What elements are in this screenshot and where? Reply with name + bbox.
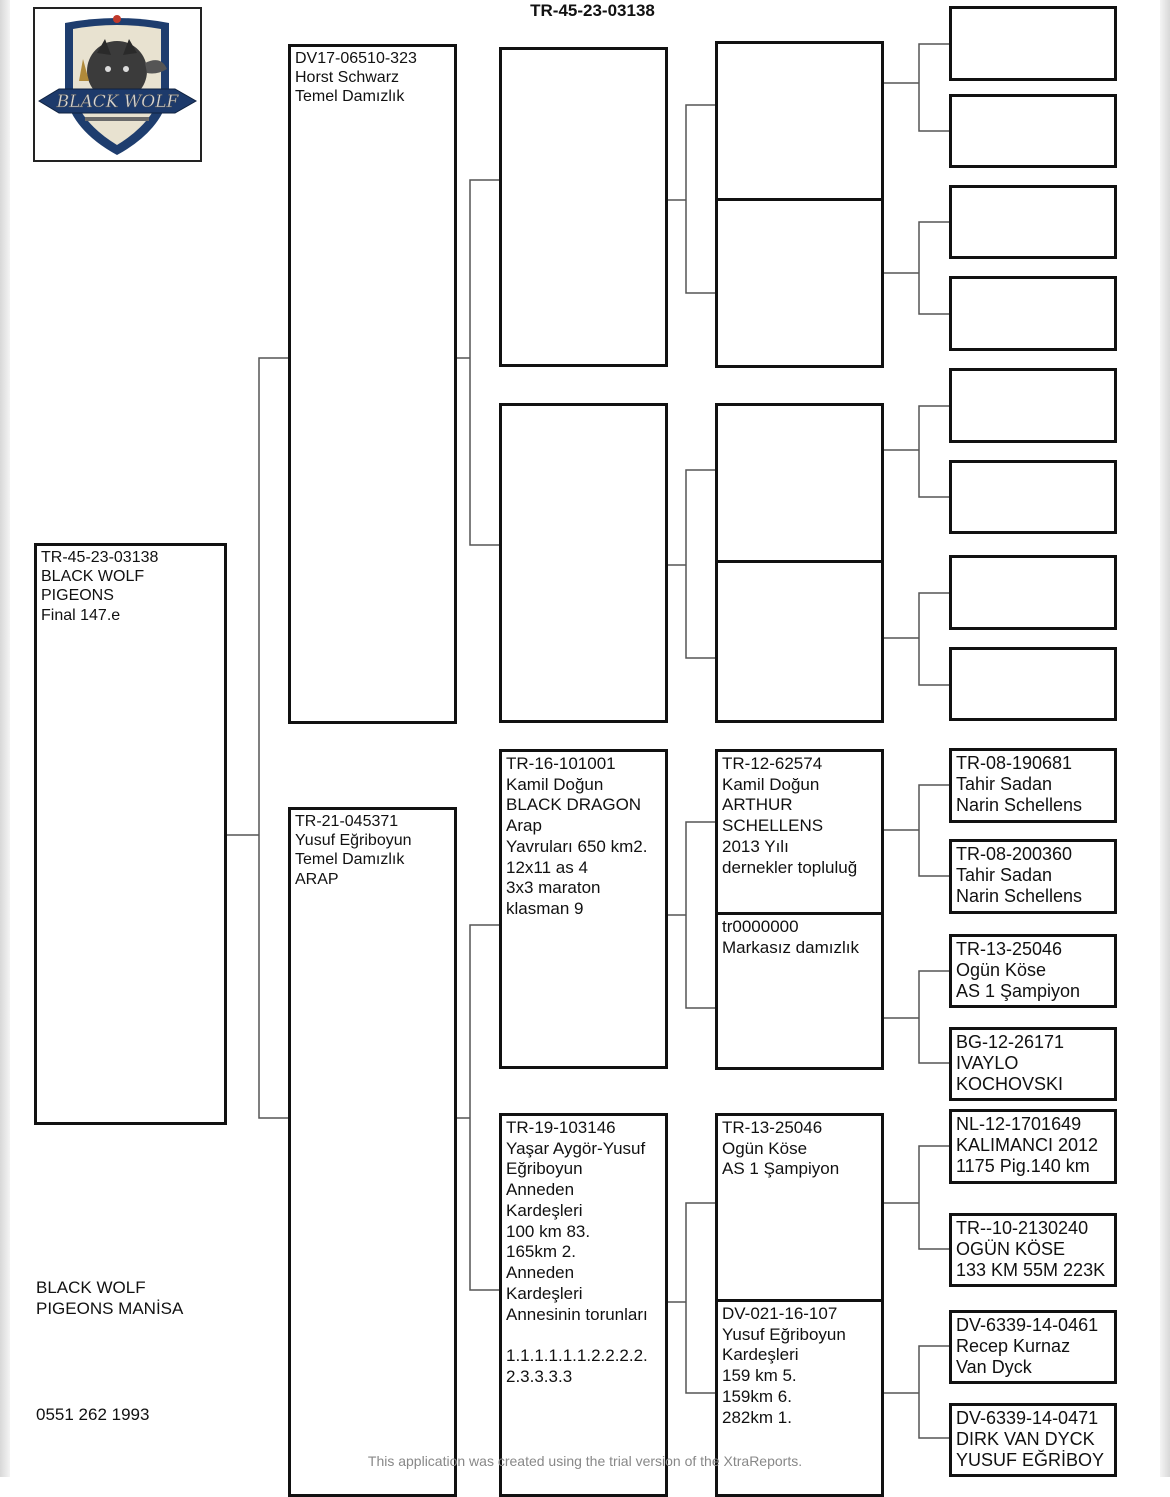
dam-dam-breeder-2: Eğriboyun (506, 1159, 583, 1179)
connector-g4-1 (883, 44, 950, 131)
g5-7-breeder: Recep Kurnaz (956, 1336, 1071, 1357)
g4-ddam-dam-result-2: 159km 6. (722, 1386, 792, 1406)
connector-g4-2 (883, 222, 950, 314)
subject-line-4: Final 147.e (41, 606, 121, 624)
dam-dam-results-1: 1.1.1.1.1.1.2.2.2.2. (506, 1346, 648, 1366)
g5-blank-7 (949, 555, 1117, 630)
g5-8-note: YUSUF EĞRİBOY (956, 1450, 1105, 1471)
dam-dam-result-1: 100 km 83. (506, 1221, 591, 1241)
connector-dam (456, 925, 500, 1290)
g5-1-note: Narin Schellens (956, 795, 1083, 816)
dam-sire-result-4: klasman 9 (506, 899, 584, 919)
g4-ddam-dam-note: Kardeşleri (722, 1345, 799, 1365)
g4-dsire-sire-ring: TR-12-62574 (722, 754, 823, 773)
dam-dam-note-4: Kardeşleri (506, 1283, 583, 1303)
g5-blank-6 (949, 460, 1117, 534)
wolf-shield-logo-icon (35, 9, 200, 160)
g5-7-ring: DV-6339-14-0461 (956, 1315, 1099, 1335)
g4-dsire-sire-name-1: ARTHUR (722, 795, 793, 815)
g5-5-ring: NL-12-1701649 (956, 1114, 1082, 1134)
g5-box-4 (949, 1027, 1117, 1101)
g4-dsire-sire-note-2: dernekler topluluğ (722, 857, 858, 877)
g4-ddam-sire-breeder: Ogün Köse (722, 1138, 808, 1158)
g5-3-ring: TR-13-25046 (956, 939, 1063, 959)
g5-5-breeder: KALIMANCI 2012 (956, 1135, 1099, 1156)
g5-blank-3 (949, 185, 1117, 259)
dam-dam-ring: TR-19-103146 (506, 1118, 616, 1137)
g4-dsire-dam-note: Markasız damızlık (722, 937, 859, 957)
pedigree-title: TR-45-23-03138 (530, 1, 655, 20)
sire-sire-box (499, 47, 668, 367)
connector-g3-1 (667, 105, 716, 293)
g5-box-6 (949, 1213, 1117, 1287)
breeder-info (36, 1277, 183, 1319)
g5-box-2 (949, 839, 1117, 914)
dam-dam-note-3: Anneden (506, 1263, 575, 1283)
g4-dsire-dam-box (715, 912, 884, 1070)
g5-blank-5 (949, 368, 1117, 443)
sire-box (288, 44, 457, 724)
sire-note: Temel Damızlık (295, 88, 405, 106)
dam-dam-note-1: Anneden (506, 1180, 575, 1200)
subject-line-2: BLACK WOLF (41, 568, 145, 586)
dam-ring: TR-21-045371 (295, 813, 399, 830)
phone-number: 0551 262 1993 (36, 1405, 150, 1424)
dam-breeder: Yusuf Eğriboyun (295, 832, 412, 850)
g4-box-4 (715, 560, 884, 723)
g5-box-3 (949, 934, 1117, 1008)
dam-sire-result-3: 3x3 maraton (506, 878, 601, 898)
connector-g4-3 (883, 406, 950, 497)
g5-blank-8 (949, 647, 1117, 721)
subject-line-3: PIGEONS (41, 587, 114, 605)
dam-dam-result-2: 165km 2. (506, 1242, 576, 1262)
g5-3-breeder: Ogün Köse (956, 960, 1047, 981)
sire-breeder: Horst Schwarz (295, 69, 400, 87)
connector-g4-5 (883, 785, 950, 876)
subject-ring: TR-45-23-03138 (41, 549, 159, 566)
g4-ddam-dam-ring: DV-021-16-107 (722, 1304, 838, 1323)
dam-dam-results-2: 2.3.3.3.3 (506, 1367, 573, 1387)
g5-box-7 (949, 1310, 1117, 1384)
g4-dsire-sire-note-1: 2013 Yılı (722, 836, 789, 856)
g5-6-breeder: OGÜN KÖSE (956, 1239, 1066, 1260)
g5-4-ring: BG-12-26171 (956, 1032, 1065, 1052)
dam-dam-note-5: Annesinin torunları (506, 1304, 648, 1324)
g4-ddam-dam-result-1: 159 km 5. (722, 1366, 797, 1386)
dam-sire-color: Arap (506, 816, 542, 836)
dam-sire-result-2: 12x11 as 4 (506, 857, 588, 877)
logo-frame (33, 7, 202, 162)
g4-ddam-dam-result-3: 282km 1. (722, 1407, 792, 1427)
dam-dam-spacer (506, 1325, 661, 1346)
dam-sire-result-1: Yavruları 650 km2. (506, 836, 648, 856)
dam-sire-box (499, 749, 668, 1069)
g5-blank-1 (949, 6, 1117, 81)
g4-ddam-sire-note: AS 1 Şampiyon (722, 1159, 840, 1179)
connector-g3-2 (667, 470, 716, 658)
g5-4-breeder-1: IVAYLO (956, 1053, 1019, 1074)
dam-sire-ring: TR-16-101001 (506, 754, 616, 773)
dam-name: ARAP (295, 870, 339, 888)
g5-box-1 (949, 748, 1117, 823)
g4-dsire-sire-breeder: Kamil Doğun (722, 774, 820, 794)
g5-2-ring: TR-08-200360 (956, 844, 1073, 864)
g4-ddam-sire-box (715, 1113, 884, 1302)
g4-dsire-sire-box (715, 749, 884, 915)
g5-2-breeder: Tahir Sadan (956, 865, 1053, 886)
connector-sire (456, 180, 500, 545)
g4-ddam-dam-breeder: Yusuf Eğriboyun (722, 1324, 846, 1344)
connector-g4-6 (883, 971, 950, 1063)
g5-2-note: Narin Schellens (956, 886, 1083, 907)
breeder-name-line-2: PIGEONS MANİSA (36, 1299, 184, 1318)
g5-8-breeder: DIRK VAN DYCK (956, 1429, 1095, 1450)
dam-sire-breeder: Kamil Doğun (506, 774, 604, 794)
g5-6-result: 133 KM 55M 223K (956, 1260, 1106, 1281)
connector-g4-7 (883, 1146, 950, 1249)
g4-box-2 (715, 198, 884, 368)
dam-note: Temel Damızlık (295, 851, 405, 869)
g5-1-ring: TR-08-190681 (956, 753, 1073, 773)
g5-blank-2 (949, 94, 1117, 168)
g5-1-breeder: Tahir Sadan (956, 774, 1053, 795)
dam-dam-note-2: Kardeşleri (506, 1200, 583, 1220)
connector-g4-8 (883, 1346, 950, 1438)
breeder-name-line-1: BLACK WOLF (36, 1278, 146, 1297)
g5-4-breeder-2: KOCHOVSKI (956, 1074, 1064, 1095)
dam-box (288, 807, 457, 1497)
dam-dam-box (499, 1113, 668, 1497)
connector-g3-4 (667, 1203, 716, 1393)
g5-box-5 (949, 1109, 1117, 1184)
g4-box-1 (715, 41, 884, 201)
connector-g3-3 (667, 822, 716, 1008)
sire-dam-box (499, 403, 668, 723)
g5-6-ring: TR--10-2130240 (956, 1218, 1089, 1238)
g5-8-ring: DV-6339-14-0471 (956, 1408, 1099, 1428)
g5-3-note: AS 1 Şampiyon (956, 981, 1081, 1002)
g4-box-3 (715, 403, 884, 563)
dam-dam-breeder-1: Yaşar Aygör-Yusuf (506, 1138, 646, 1158)
g5-5-result: 1175 Pig.140 km (956, 1156, 1090, 1177)
g4-dsire-dam-ring: tr0000000 (722, 917, 799, 936)
g5-blank-4 (949, 276, 1117, 351)
g4-ddam-sire-ring: TR-13-25046 (722, 1118, 823, 1137)
connector-subject (226, 358, 289, 1118)
subject-box (34, 543, 227, 1125)
trial-watermark: This application was created using the trial version of the XtraReports. (367, 1453, 803, 1469)
sire-ring: DV17-06510-323 (295, 50, 417, 67)
dam-sire-name: BLACK DRAGON (506, 795, 642, 815)
svg-text:BLACK WOLF: BLACK WOLF (56, 92, 179, 112)
connector-g4-4 (883, 593, 950, 685)
g4-dsire-sire-name-2: SCHELLENS (722, 816, 824, 836)
g5-7-note: Van Dyck (956, 1357, 1032, 1378)
